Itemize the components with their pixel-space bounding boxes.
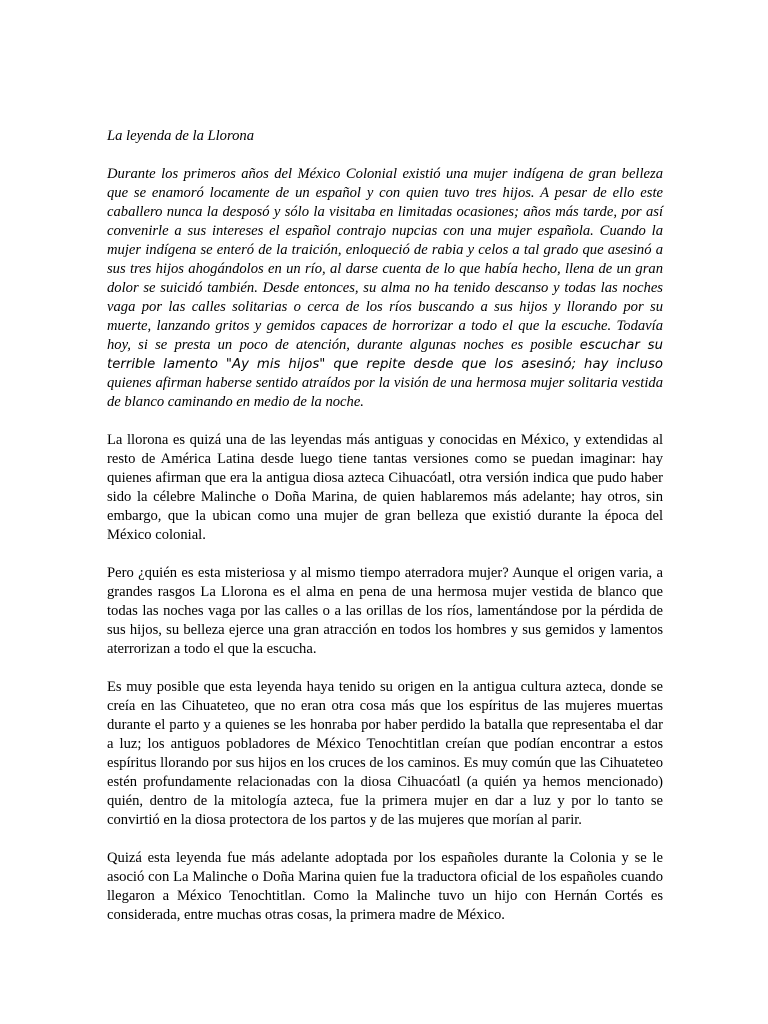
paragraph-1-text-c: quienes afirman haberse sentido atraídos por la visión de una hermosa mujer solitaria vestida de blanco caminando en medio de la noche. (107, 375, 663, 410)
paragraph-malinche: Quizá esta leyenda fue más adelante adoptada por los españoles durante la Colonia y se le asoció con La Malinche o Doña Marina quien fue la traductora oficial de los españoles cuando llegaron a México Tenochtitlan. Como la Malinche tuvo un hijo con Hernán Cortés es considerada, entre muchas otras cosas, la primera madre de México. (107, 850, 663, 923)
document-body (107, 127, 663, 944)
paragraph-origins: La llorona es quizá una de las leyendas más antiguas y conocidas en México, y extendidas al resto de América Latina desde luego tiene tantas versiones como se puedan imaginar: hay quienes afirman que era la antigua diosa azteca Cihuacóatl, otra versión indica que pudo haber sido la célebre Malinche o Doña Marina, de quien hablaremos más adelante; hay otros, sin embargo, que la ubican como una mujer de gran belleza que existió durante la época del México colonial. (107, 432, 663, 543)
paragraph-description: Pero ¿quién es esta misteriosa y al mismo tiempo aterradora mujer? Aunque el origen varia, a grandes rasgos La Llorona es el alma en pena de una hermosa mujer vestida de blanco que todas las noches vaga por las calles o a las orillas de los ríos, lamentándose por la pérdida de sus hijos, su belleza ejerce una gran atracción en todos los hombres y sus gemidos y lamentos aterrorizan a todo el que la escucha. (107, 565, 663, 657)
paragraph-1-text-b: escuchar su terrible lamento "Ay mis hijos" que repite desde que los asesinó; hay incluso (107, 338, 663, 372)
document-title: La leyenda de la Llorona (107, 128, 255, 144)
paragraph-1-text-a: Durante los primeros años del México Colonial existió una mujer indígena de gran belleza que se enamoró locamente de un español y con quien tuvo tres hijos. A pesar de ello este caballero nunca la desposó y sólo la visitaba en limitadas ocasiones; años más tarde, por así convenirle a sus intereses el español contrajo nupcias con una mujer española. Cuando la mujer indígena se enteró de la traición, enloqueció de rabia y celos a tal grado que asesinó a sus tres hijos ahogándolos en un río, al darse cuenta de lo que había hecho, llena de un gran dolor se suicidó también. Desde entonces, su alma no ha tenido descanso y todas las noches vaga por las calles solitarias o cerca de los ríos buscando a sus hijos y llorando por su muerte, lanzando gritos y gemidos capaces de horrorizar a todo el que la escuche. Todavía hoy, si se presta un poco de atención, durante algunas noches es posible (107, 166, 663, 353)
paragraph-legend-intro (107, 165, 663, 412)
paragraph-aztec-origin: Es muy posible que esta leyenda haya tenido su origen en la antigua cultura azteca, donde se creía en las Cihuateteo, que no eran otra cosa más que los espíritus de las mujeres muertas durante el parto y a quienes se les honraba por haber perdido la batalla que representaba el dar a luz; los antiguos pobladores de México Tenochtitlan creían que podían encontrar a estos espíritus llorando por sus hijos en los cruces de los caminos. Es muy común que las Cihuateteo estén profundamente relacionadas con la diosa Cihuacóatl (a quién ya hemos mencionado) quién, dentro de la mitología azteca, fue la primera mujer en dar a luz y por lo tanto se convirtió en la diosa protectora de los partos y de las mujeres que morían al parir. (107, 679, 663, 828)
